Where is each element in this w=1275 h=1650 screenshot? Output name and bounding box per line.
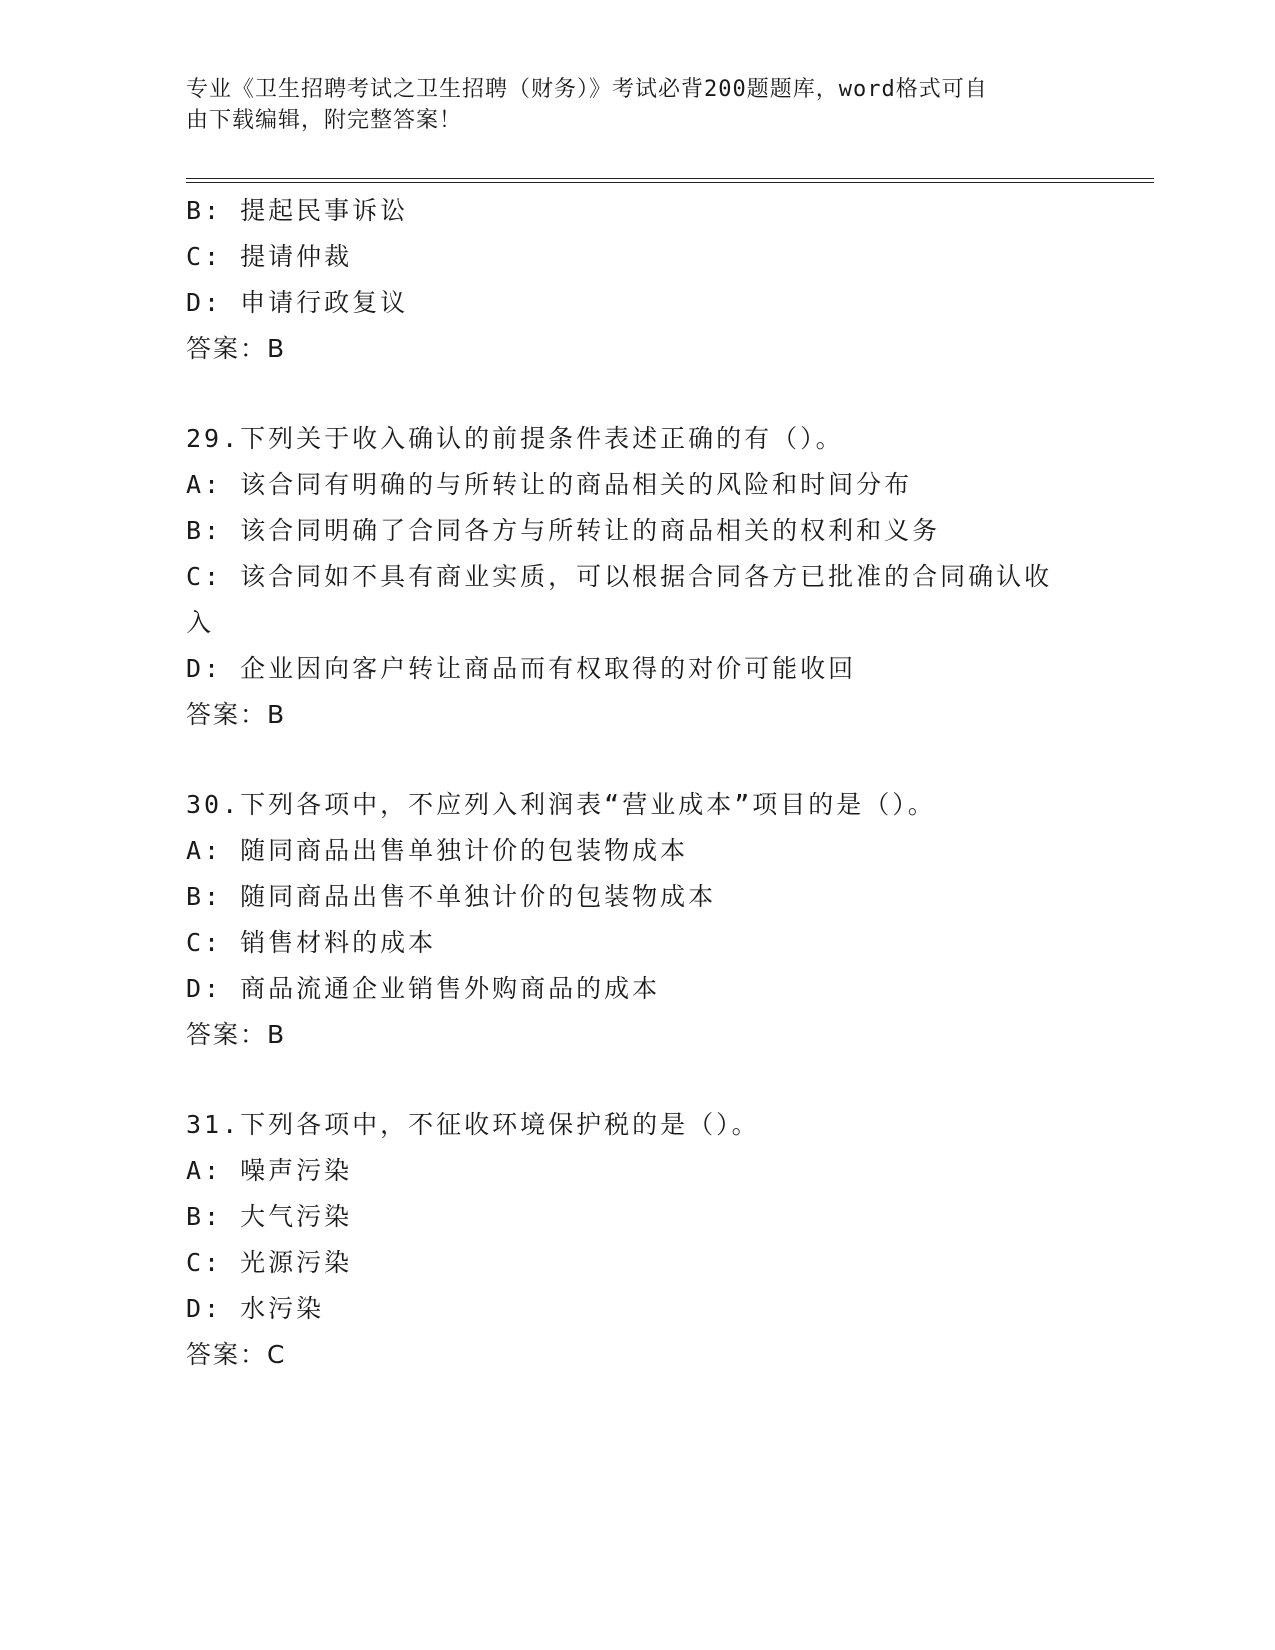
option-a: A: 该合同有明确的与所转让的商品相关的风险和时间分布: [186, 470, 913, 499]
option-b: B: 提起民事诉讼: [186, 196, 409, 225]
question-list: [186, 188, 1086, 1378]
question-text: 29.下列关于收入确认的前提条件表述正确的有（）。: [186, 424, 844, 453]
answer: 答案：C: [186, 1340, 287, 1369]
question-29-block: [186, 416, 1086, 738]
question-31-block: [186, 1102, 1086, 1378]
option-c: C: 销售材料的成本: [186, 928, 437, 957]
option-b: B: 该合同明确了合同各方与所转让的商品相关的权利和义务: [186, 516, 941, 545]
question-text: 30.下列各项中，不应列入利润表“营业成本”项目的是（）。: [186, 790, 936, 819]
option-c-line-2: 入: [186, 608, 215, 637]
option-a: A: 噪声污染: [186, 1156, 353, 1185]
option-c: C: 光源污染: [186, 1248, 353, 1277]
spacer: [186, 738, 1086, 782]
option-c-line-1: C: 该合同如不具有商业实质，可以根据合同各方已批准的合同确认收: [186, 562, 1053, 591]
option-b: B: 随同商品出售不单独计价的包装物成本: [186, 882, 717, 911]
spacer: [186, 372, 1086, 416]
question-text: 31.下列各项中，不征收环境保护税的是（）。: [186, 1110, 760, 1139]
option-d: D: 水污染: [186, 1294, 325, 1323]
option-d: D: 商品流通企业销售外购商品的成本: [186, 974, 661, 1003]
answer: 答案：B: [186, 1020, 287, 1049]
option-d: D: 申请行政复议: [186, 288, 409, 317]
option-b: B: 大气污染: [186, 1202, 353, 1231]
header-divider-top: [186, 178, 1154, 179]
document-header: [186, 74, 1066, 136]
header-title-line-2: 由下载编辑，附完整答案！: [186, 108, 463, 133]
question-28-block: [186, 188, 1086, 372]
answer: 答案：B: [186, 700, 287, 729]
option-a: A: 随同商品出售单独计价的包装物成本: [186, 836, 689, 865]
option-c: C: 提请仲裁: [186, 242, 353, 271]
answer: 答案：B: [186, 334, 287, 363]
header-divider-bottom: [186, 182, 1154, 183]
spacer: [186, 1058, 1086, 1102]
question-30-block: [186, 782, 1086, 1058]
option-d: D: 企业因向客户转让商品而有权取得的对价可能收回: [186, 654, 857, 683]
header-title-line-1: 专业《卫生招聘考试之卫生招聘（财务）》考试必背200题题库，word格式可自: [186, 77, 988, 102]
